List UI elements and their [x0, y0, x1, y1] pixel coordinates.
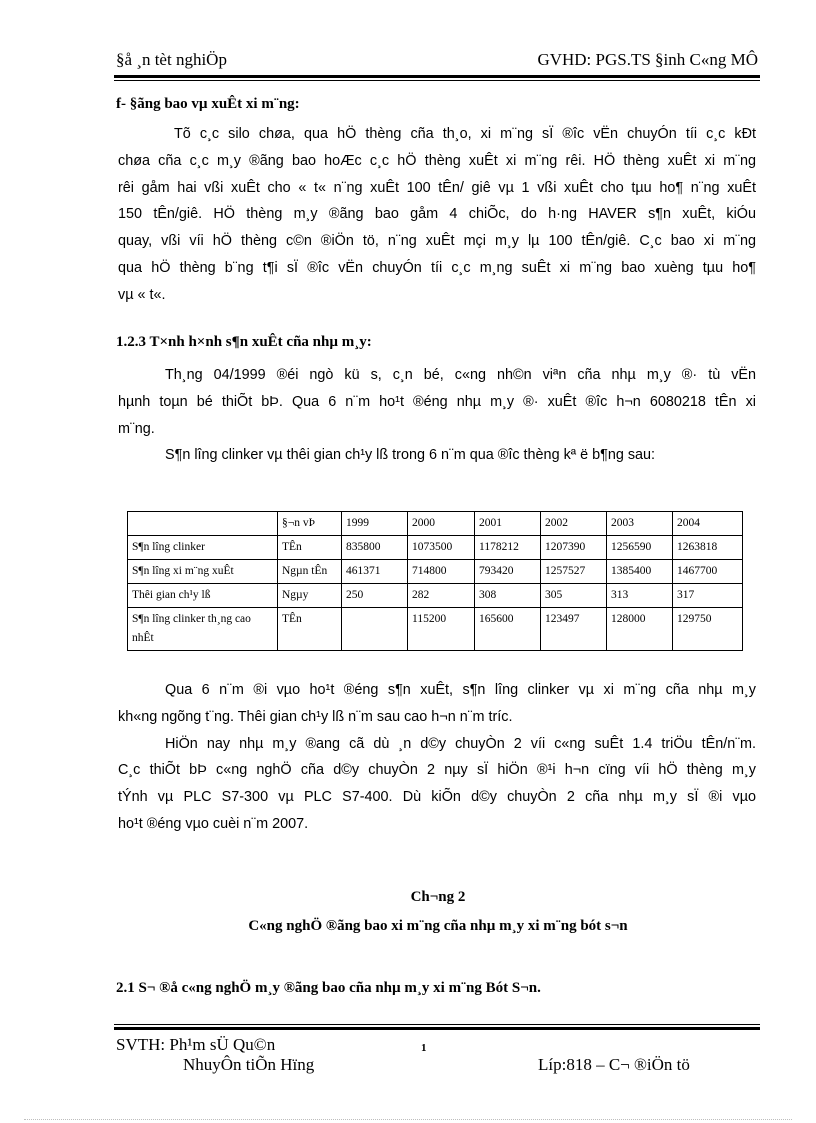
- table-cell: 308: [475, 584, 541, 608]
- section-f-paragraph: [118, 121, 756, 309]
- table-header-cell: 2001: [475, 512, 541, 536]
- table-cell: Thêi gian ch¹y lß: [128, 584, 278, 608]
- table-cell: 1263818: [673, 536, 743, 560]
- table-header-cell: [128, 512, 278, 536]
- table-header-cell: §¬n vÞ: [278, 512, 342, 536]
- table-header-cell: 2004: [673, 512, 743, 536]
- production-table: [127, 511, 743, 651]
- chapter-title: C«ng nghÖ ®ãng bao xi m¨ng cña nhµ m¸y xi m¨ng bót s¬n: [248, 918, 628, 934]
- table-cell: 115200: [408, 608, 475, 651]
- table-cell: 282: [408, 584, 475, 608]
- table-cell: 1257527: [541, 560, 607, 584]
- header-rule-thin: [114, 80, 760, 81]
- paragraph-line: hµnh toµn bé thiÕt bÞ. Qua 6 n¨m ho¹t ®éng nhµ m¸y ®· xuÊt ®îc h¬n 6080218 tÊn xi: [118, 393, 756, 410]
- table-row: [128, 608, 743, 651]
- table-row: [128, 536, 743, 560]
- table-row: [128, 584, 743, 608]
- table-header-cell: 2002: [541, 512, 607, 536]
- table-cell: 835800: [342, 536, 408, 560]
- paragraph-line: C¸c thiÕt bÞ c«ng nghÖ cña d©y chuyÒn 2 nµy sÏ hiÖn ®¹i h¬n cïng víi hÖ thèng m¸y: [118, 762, 756, 779]
- page-number: 1: [421, 1042, 427, 1054]
- header-rule-thick: [114, 75, 760, 78]
- page-edge-divider: [24, 1119, 792, 1120]
- paragraph-line: tÝnh vµ PLC S7-300 vµ PLC S7-400. Dù kiÕn d©y chuyÒn 2 cña nhµ m¸y sÏ ®i vµo: [118, 789, 756, 806]
- paragraph-line: S¶n lîng clinker vµ thêi gian ch¹y lß trong 6 n¨m qua ®îc thèng kª ë b¶ng sau:: [165, 447, 656, 464]
- table-cell: Ngµy: [278, 584, 342, 608]
- after-table-paragraph: [118, 677, 756, 838]
- paragraph-line: quay, vßi víi hÖ thèng c©n ®iÖn tö, n¨ng xuÊt mçi m¸y lµ 100 tÊn/giê. C¸c bao xi m¨ng: [118, 233, 756, 250]
- table-cell: 1207390: [541, 536, 607, 560]
- section-123-heading: 1.2.3 T×nh h×nh s¶n xuÊt cña nhµ m¸y:: [116, 334, 372, 350]
- table-header-row: [128, 512, 743, 536]
- table-cell: 1073500: [408, 536, 475, 560]
- header-right: GVHD: PGS.TS §inh C«ng MÔ: [537, 50, 758, 69]
- paragraph-line: vµ « t«.: [118, 286, 166, 303]
- footer-rule-thin: [114, 1024, 760, 1025]
- table-cell: TÊn: [278, 608, 342, 651]
- header-left: §å ¸n tèt nghiÖp: [116, 50, 227, 69]
- chapter-label: Ch¬ng 2: [410, 889, 466, 905]
- table-cell: 714800: [408, 560, 475, 584]
- table-cell: 250: [342, 584, 408, 608]
- table-cell: 793420: [475, 560, 541, 584]
- section-21-heading: 2.1 S¬ ®å c«ng nghÖ m¸y ®ãng bao cña nhµ m¸y xi m¨ng Bót S¬n.: [116, 980, 541, 996]
- table-cell: S¶n lîng clinker: [128, 536, 278, 560]
- footer-author-2: NhuyÔn tiÕn Hïng: [183, 1055, 315, 1074]
- table-cell: TÊn: [278, 536, 342, 560]
- table-cell: 313: [607, 584, 673, 608]
- table-cell: 1385400: [607, 560, 673, 584]
- table-cell: S¶n lîng clinker th¸ng cao nhÊt: [128, 608, 278, 651]
- table-cell: 128000: [607, 608, 673, 651]
- paragraph-line: chøa cña c¸c m¸y ®ãng bao hoÆc c¸c hÖ thèng xuÊt xi m¨ng rêi. HÖ thèng xuÊt xi m¨ng: [118, 152, 756, 169]
- footer-class: Líp:818 – C¬ ®iÖn tö: [538, 1055, 690, 1074]
- section-123-paragraph: [118, 362, 756, 469]
- section-f-heading: f- §ãng bao vµ xuÊt xi m¨ng:: [116, 96, 300, 112]
- table-cell: 305: [541, 584, 607, 608]
- paragraph-line: Tõ c¸c silo chøa, qua hÖ thèng cña th¸o, xi m¨ng sÏ ®îc vËn chuyÓn tíi c¸c kÐt: [174, 126, 756, 142]
- paragraph-line: Qua 6 n¨m ®i vµo ho¹t ®éng s¶n xuÊt, s¶n lîng clinker vµ xi m¨ng cña nhµ m¸y: [165, 682, 756, 698]
- table-cell: 461371: [342, 560, 408, 584]
- table-header-cell: 2000: [408, 512, 475, 536]
- table-cell: 165600: [475, 608, 541, 651]
- paragraph-line: m¨ng.: [118, 420, 155, 437]
- footer-rule-thick: [114, 1027, 760, 1030]
- table-cell: Ngµn tÊn: [278, 560, 342, 584]
- table-cell: 1178212: [475, 536, 541, 560]
- table-cell: [342, 608, 408, 651]
- table-cell: S¶n lîng xi m¨ng xuÊt: [128, 560, 278, 584]
- paragraph-line: rêi gåm hai vßi xuÊt cho « t« n¨ng xuÊt 100 tÊn/ giê vµ 1 vßi xuÊt cho tµu ho¶ n¨ng xuÊt: [118, 179, 756, 196]
- table-header-cell: 1999: [342, 512, 408, 536]
- table-cell: 129750: [673, 608, 743, 651]
- paragraph-line: kh«ng ngõng t¨ng. Thêi gian ch¹y lß n¨m sau cao h¬n n¨m tríc.: [118, 708, 513, 725]
- table-cell: 1467700: [673, 560, 743, 584]
- footer-author-1: SVTH: Ph¹m sÜ Qu©n: [116, 1035, 276, 1054]
- table-cell: 1256590: [607, 536, 673, 560]
- paragraph-line: ho¹t ®éng vµo cuèi n¨m 2007.: [118, 815, 309, 832]
- paragraph-line: HiÖn nay nhµ m¸y ®ang cã dù ¸n d©y chuyÒn 2 víi c«ng suÊt 1.4 triÖu tÊn/n¨m.: [165, 735, 756, 752]
- table-cell: 123497: [541, 608, 607, 651]
- paragraph-line: Th¸ng 04/1999 ®éi ngò kü s, c¸n bé, c«ng nh©n viªn cña nhµ m¸y ®· tù vËn: [165, 367, 756, 383]
- table-row: [128, 560, 743, 584]
- paragraph-line: 150 tÊn/giê. HÖ thèng m¸y ®ãng bao gåm 4 chiÕc, do h·ng HAVER s¶n xuÊt, kiÓu: [118, 206, 756, 223]
- table-header-cell: 2003: [607, 512, 673, 536]
- table-cell: 317: [673, 584, 743, 608]
- paragraph-line: qua hÖ thèng b¨ng t¶i sÏ ®îc vËn chuyÓn tíi c¸c m¸ng suÊt xi m¨ng bao xuèng tµu ho¶: [118, 259, 756, 276]
